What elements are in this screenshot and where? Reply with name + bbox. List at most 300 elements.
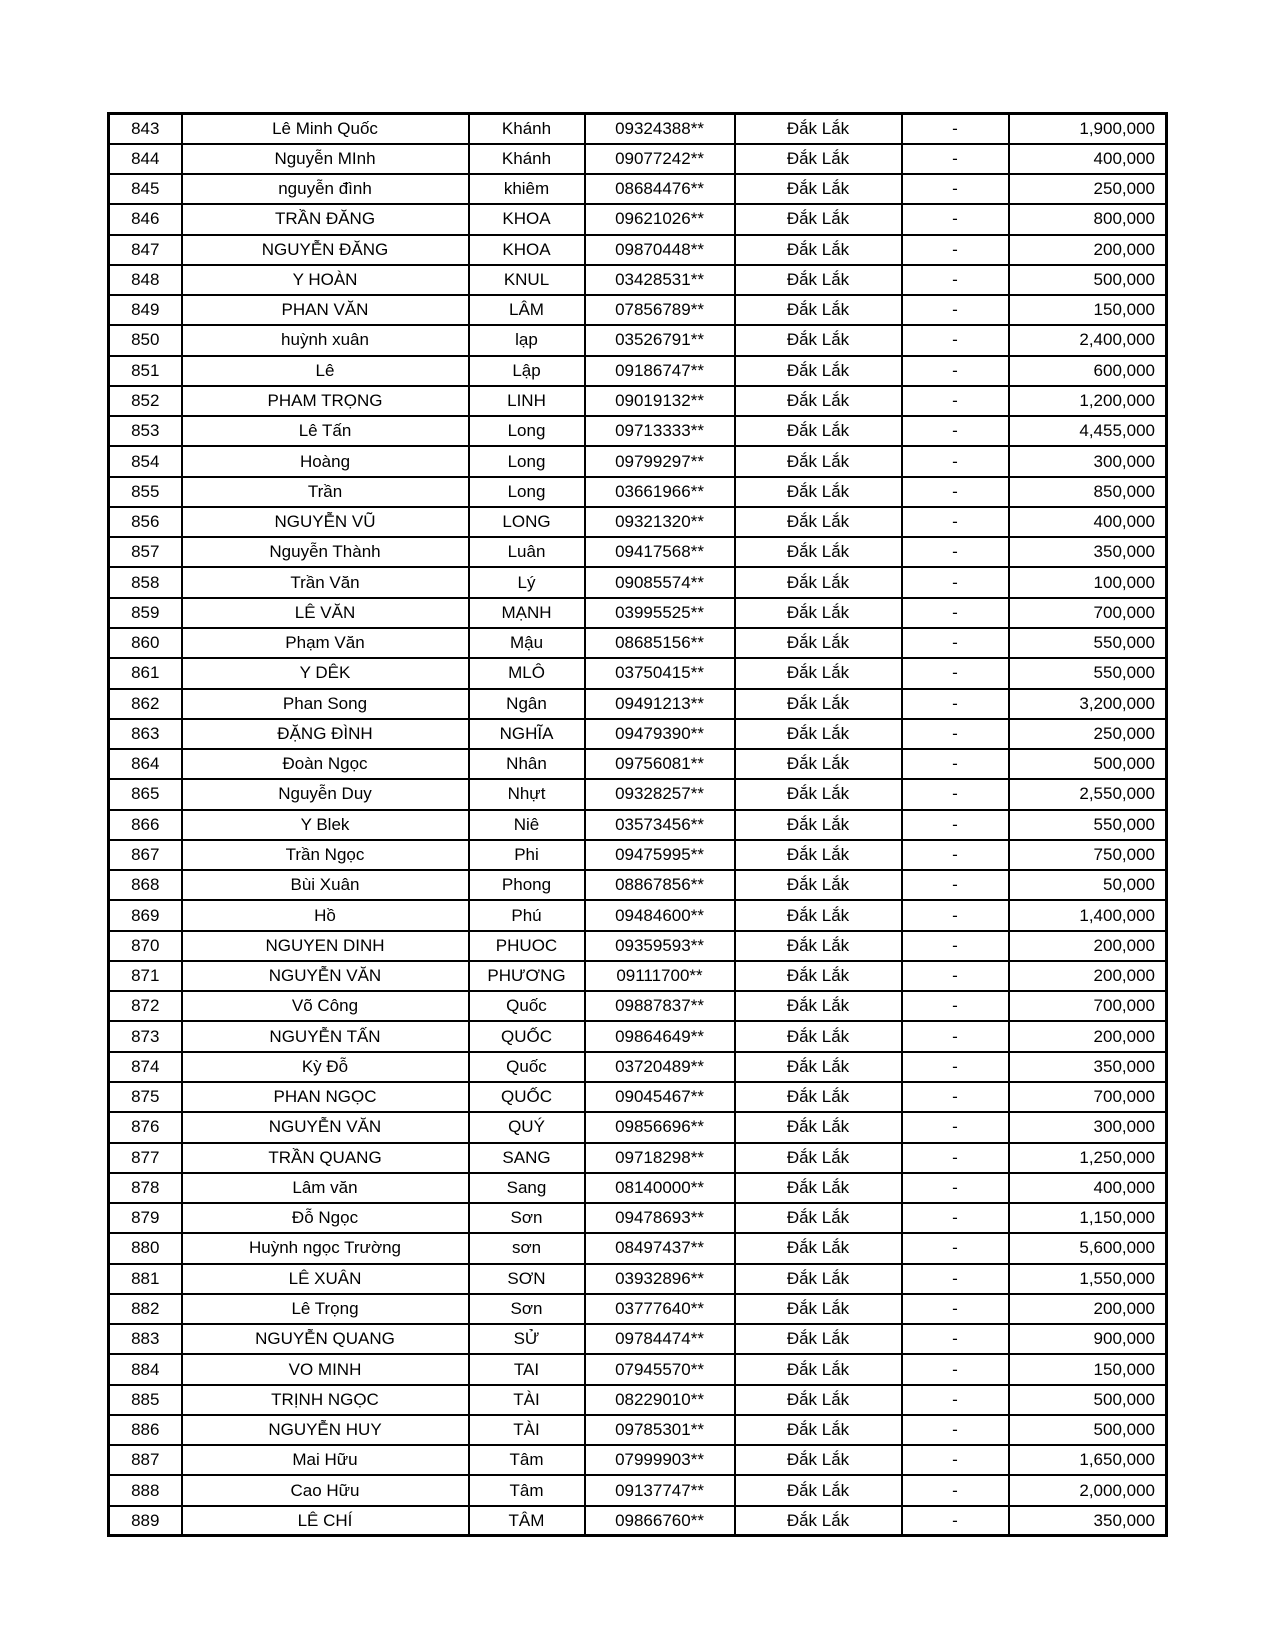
cell-first-name: Lê — [182, 356, 469, 386]
cell-amount: 600,000 — [1009, 356, 1167, 386]
cell-last-name: Long — [469, 446, 585, 476]
cell-dash: - — [902, 235, 1009, 265]
cell-id: 873 — [109, 1021, 182, 1051]
cell-id: 844 — [109, 144, 182, 174]
cell-amount: 750,000 — [1009, 840, 1167, 870]
cell-dash: - — [902, 1475, 1009, 1505]
cell-last-name: Mậu — [469, 628, 585, 658]
cell-amount: 550,000 — [1009, 810, 1167, 840]
table-row — [109, 446, 1167, 476]
cell-last-name: Lập — [469, 356, 585, 386]
table-row — [109, 204, 1167, 234]
cell-first-name: LÊ VĂN — [182, 598, 469, 628]
cell-first-name: Đoàn Ngọc — [182, 749, 469, 779]
cell-first-name: huỳnh xuân — [182, 325, 469, 355]
cell-phone: 07999903** — [585, 1445, 735, 1475]
cell-last-name: MLÔ — [469, 658, 585, 688]
cell-dash: - — [902, 204, 1009, 234]
cell-dash: - — [902, 144, 1009, 174]
table-row — [109, 235, 1167, 265]
donor-table-body — [109, 114, 1167, 1536]
table-row — [109, 1264, 1167, 1294]
cell-dash: - — [902, 598, 1009, 628]
cell-last-name: TÀI — [469, 1385, 585, 1415]
cell-province: Đắk Lắk — [735, 1475, 902, 1505]
cell-phone: 09019132** — [585, 386, 735, 416]
cell-province: Đắk Lắk — [735, 416, 902, 446]
cell-dash: - — [902, 537, 1009, 567]
cell-amount: 100,000 — [1009, 567, 1167, 597]
cell-province: Đắk Lắk — [735, 1052, 902, 1082]
cell-dash: - — [902, 900, 1009, 930]
cell-province: Đắk Lắk — [735, 628, 902, 658]
cell-first-name: PHAN VĂN — [182, 295, 469, 325]
cell-province: Đắk Lắk — [735, 1143, 902, 1173]
cell-first-name: Lâm văn — [182, 1173, 469, 1203]
cell-amount: 1,400,000 — [1009, 900, 1167, 930]
cell-last-name: NGHĨA — [469, 719, 585, 749]
cell-phone: 09475995** — [585, 840, 735, 870]
cell-amount: 300,000 — [1009, 1112, 1167, 1142]
cell-phone: 09870448** — [585, 235, 735, 265]
cell-dash: - — [902, 265, 1009, 295]
cell-id: 867 — [109, 840, 182, 870]
cell-last-name: LONG — [469, 507, 585, 537]
cell-first-name: TRẦN QUANG — [182, 1143, 469, 1173]
cell-last-name: TÀI — [469, 1415, 585, 1445]
cell-last-name: QUÝ — [469, 1112, 585, 1142]
cell-first-name: Y HOÀN — [182, 265, 469, 295]
cell-id: 850 — [109, 325, 182, 355]
cell-id: 845 — [109, 174, 182, 204]
cell-first-name: nguyễn đình — [182, 174, 469, 204]
cell-id: 855 — [109, 477, 182, 507]
cell-last-name: SỬ — [469, 1324, 585, 1354]
cell-first-name: NGUYỄN ĐĂNG — [182, 235, 469, 265]
cell-dash: - — [902, 961, 1009, 991]
cell-id: 858 — [109, 567, 182, 597]
cell-last-name: Tâm — [469, 1475, 585, 1505]
table-row — [109, 1173, 1167, 1203]
cell-dash: - — [902, 749, 1009, 779]
donor-list-table — [107, 112, 1168, 1537]
cell-amount: 200,000 — [1009, 235, 1167, 265]
cell-last-name: Sơn — [469, 1203, 585, 1233]
cell-first-name: NGUYỄN TẤN — [182, 1021, 469, 1051]
cell-amount: 500,000 — [1009, 1415, 1167, 1445]
cell-phone: 09077242** — [585, 144, 735, 174]
cell-id: 868 — [109, 870, 182, 900]
cell-dash: - — [902, 567, 1009, 597]
cell-id: 864 — [109, 749, 182, 779]
cell-first-name: PHAN NGỌC — [182, 1082, 469, 1112]
cell-dash: - — [902, 870, 1009, 900]
table-row — [109, 114, 1167, 144]
cell-phone: 03777640** — [585, 1294, 735, 1324]
cell-province: Đắk Lắk — [735, 1264, 902, 1294]
cell-last-name: LINH — [469, 386, 585, 416]
cell-phone: 09186747** — [585, 356, 735, 386]
cell-id: 862 — [109, 689, 182, 719]
cell-phone: 09887837** — [585, 991, 735, 1021]
table-row — [109, 507, 1167, 537]
cell-dash: - — [902, 779, 1009, 809]
cell-first-name: TRỊNH NGỌC — [182, 1385, 469, 1415]
cell-amount: 2,000,000 — [1009, 1475, 1167, 1505]
cell-province: Đắk Lắk — [735, 325, 902, 355]
cell-phone: 03661966** — [585, 477, 735, 507]
cell-id: 871 — [109, 961, 182, 991]
cell-dash: - — [902, 477, 1009, 507]
cell-id: 876 — [109, 1112, 182, 1142]
cell-last-name: Long — [469, 416, 585, 446]
cell-id: 874 — [109, 1052, 182, 1082]
cell-province: Đắk Lắk — [735, 719, 902, 749]
table-row — [109, 537, 1167, 567]
cell-phone: 08497437** — [585, 1233, 735, 1263]
cell-last-name: QUỐC — [469, 1021, 585, 1051]
cell-amount: 550,000 — [1009, 628, 1167, 658]
cell-first-name: NGUYỄN QUANG — [182, 1324, 469, 1354]
cell-province: Đắk Lắk — [735, 1173, 902, 1203]
cell-first-name: Lê Tấn — [182, 416, 469, 446]
cell-first-name: LÊ XUÂN — [182, 1264, 469, 1294]
cell-amount: 3,200,000 — [1009, 689, 1167, 719]
cell-phone: 09856696** — [585, 1112, 735, 1142]
cell-dash: - — [902, 295, 1009, 325]
cell-dash: - — [902, 840, 1009, 870]
cell-dash: - — [902, 1173, 1009, 1203]
cell-amount: 400,000 — [1009, 144, 1167, 174]
cell-first-name: Đỗ Ngọc — [182, 1203, 469, 1233]
cell-province: Đắk Lắk — [735, 658, 902, 688]
cell-last-name: Khánh — [469, 114, 585, 144]
table-row — [109, 1082, 1167, 1112]
cell-province: Đắk Lắk — [735, 537, 902, 567]
cell-amount: 5,600,000 — [1009, 1233, 1167, 1263]
cell-first-name: Phan Song — [182, 689, 469, 719]
cell-dash: - — [902, 325, 1009, 355]
cell-id: 879 — [109, 1203, 182, 1233]
cell-phone: 09713333** — [585, 416, 735, 446]
cell-amount: 700,000 — [1009, 598, 1167, 628]
cell-id: 857 — [109, 537, 182, 567]
table-row — [109, 1506, 1167, 1536]
table-row — [109, 779, 1167, 809]
cell-amount: 500,000 — [1009, 1385, 1167, 1415]
cell-first-name: TRẦN ĐĂNG — [182, 204, 469, 234]
cell-last-name: LÂM — [469, 295, 585, 325]
cell-last-name: Phi — [469, 840, 585, 870]
cell-id: 856 — [109, 507, 182, 537]
cell-last-name: PHƯƠNG — [469, 961, 585, 991]
cell-phone: 09491213** — [585, 689, 735, 719]
cell-dash: - — [902, 1021, 1009, 1051]
cell-amount: 1,200,000 — [1009, 386, 1167, 416]
cell-amount: 250,000 — [1009, 174, 1167, 204]
cell-last-name: Tâm — [469, 1445, 585, 1475]
cell-first-name: Kỳ Đỗ — [182, 1052, 469, 1082]
cell-first-name: Lê Trọng — [182, 1294, 469, 1324]
cell-phone: 09324388** — [585, 114, 735, 144]
cell-first-name: NGUYỄN VĂN — [182, 961, 469, 991]
cell-dash: - — [902, 174, 1009, 204]
cell-province: Đắk Lắk — [735, 174, 902, 204]
cell-amount: 4,455,000 — [1009, 416, 1167, 446]
cell-amount: 500,000 — [1009, 265, 1167, 295]
cell-id: 878 — [109, 1173, 182, 1203]
cell-province: Đắk Lắk — [735, 1112, 902, 1142]
table-row — [109, 628, 1167, 658]
cell-province: Đắk Lắk — [735, 931, 902, 961]
table-row — [109, 1475, 1167, 1505]
cell-phone: 09111700** — [585, 961, 735, 991]
cell-last-name: Niê — [469, 810, 585, 840]
cell-dash: - — [902, 1354, 1009, 1384]
cell-last-name: Sơn — [469, 1294, 585, 1324]
cell-dash: - — [902, 1112, 1009, 1142]
cell-phone: 09785301** — [585, 1415, 735, 1445]
cell-id: 869 — [109, 900, 182, 930]
cell-amount: 200,000 — [1009, 931, 1167, 961]
cell-phone: 03428531** — [585, 265, 735, 295]
cell-id: 870 — [109, 931, 182, 961]
cell-amount: 1,150,000 — [1009, 1203, 1167, 1233]
cell-last-name: Lý — [469, 567, 585, 597]
cell-last-name: Quốc — [469, 991, 585, 1021]
cell-id: 860 — [109, 628, 182, 658]
cell-phone: 09359593** — [585, 931, 735, 961]
cell-province: Đắk Lắk — [735, 1506, 902, 1536]
cell-dash: - — [902, 416, 1009, 446]
cell-last-name: SƠN — [469, 1264, 585, 1294]
cell-amount: 850,000 — [1009, 477, 1167, 507]
cell-amount: 350,000 — [1009, 537, 1167, 567]
cell-dash: - — [902, 386, 1009, 416]
cell-first-name: NGUYỄN VĂN — [182, 1112, 469, 1142]
cell-amount: 250,000 — [1009, 719, 1167, 749]
cell-province: Đắk Lắk — [735, 870, 902, 900]
cell-first-name: Mai Hữu — [182, 1445, 469, 1475]
cell-amount: 1,250,000 — [1009, 1143, 1167, 1173]
cell-phone: 03995525** — [585, 598, 735, 628]
cell-province: Đắk Lắk — [735, 477, 902, 507]
cell-dash: - — [902, 810, 1009, 840]
cell-province: Đắk Lắk — [735, 446, 902, 476]
cell-phone: 09417568** — [585, 537, 735, 567]
cell-id: 881 — [109, 1264, 182, 1294]
cell-id: 852 — [109, 386, 182, 416]
table-row — [109, 295, 1167, 325]
cell-id: 880 — [109, 1233, 182, 1263]
table-row — [109, 1233, 1167, 1263]
cell-last-name: QUỐC — [469, 1082, 585, 1112]
cell-id: 846 — [109, 204, 182, 234]
cell-dash: - — [902, 446, 1009, 476]
cell-phone: 09478693** — [585, 1203, 735, 1233]
cell-amount: 550,000 — [1009, 658, 1167, 688]
table-row — [109, 1385, 1167, 1415]
cell-province: Đắk Lắk — [735, 840, 902, 870]
cell-id: 884 — [109, 1354, 182, 1384]
cell-dash: - — [902, 991, 1009, 1021]
table-row — [109, 1143, 1167, 1173]
cell-first-name: Y DÊK — [182, 658, 469, 688]
cell-phone: 03750415** — [585, 658, 735, 688]
cell-dash: - — [902, 1052, 1009, 1082]
cell-dash: - — [902, 1294, 1009, 1324]
table-row — [109, 386, 1167, 416]
cell-phone: 09718298** — [585, 1143, 735, 1173]
cell-id: 849 — [109, 295, 182, 325]
cell-dash: - — [902, 689, 1009, 719]
cell-province: Đắk Lắk — [735, 1324, 902, 1354]
cell-dash: - — [902, 1324, 1009, 1354]
cell-province: Đắk Lắk — [735, 356, 902, 386]
cell-first-name: ĐẶNG ĐÌNH — [182, 719, 469, 749]
cell-phone: 09864649** — [585, 1021, 735, 1051]
cell-dash: - — [902, 1143, 1009, 1173]
cell-province: Đắk Lắk — [735, 991, 902, 1021]
cell-phone: 03720489** — [585, 1052, 735, 1082]
cell-last-name: lạp — [469, 325, 585, 355]
cell-dash: - — [902, 1445, 1009, 1475]
table-row — [109, 840, 1167, 870]
cell-phone: 08867856** — [585, 870, 735, 900]
cell-first-name: Trần Ngọc — [182, 840, 469, 870]
table-row — [109, 265, 1167, 295]
cell-dash: - — [902, 507, 1009, 537]
cell-id: 875 — [109, 1082, 182, 1112]
cell-dash: - — [902, 1264, 1009, 1294]
cell-first-name: Trần — [182, 477, 469, 507]
cell-dash: - — [902, 1082, 1009, 1112]
cell-last-name: KHOA — [469, 235, 585, 265]
cell-last-name: Phong — [469, 870, 585, 900]
cell-first-name: Bùi Xuân — [182, 870, 469, 900]
cell-dash: - — [902, 931, 1009, 961]
cell-id: 872 — [109, 991, 182, 1021]
table-row — [109, 870, 1167, 900]
cell-id: 863 — [109, 719, 182, 749]
cell-last-name: TAI — [469, 1354, 585, 1384]
cell-last-name: Nhựt — [469, 779, 585, 809]
cell-first-name: Phạm Văn — [182, 628, 469, 658]
table-row — [109, 931, 1167, 961]
cell-province: Đắk Lắk — [735, 1203, 902, 1233]
cell-id: 847 — [109, 235, 182, 265]
table-row — [109, 1324, 1167, 1354]
cell-phone: 09621026** — [585, 204, 735, 234]
cell-phone: 09328257** — [585, 779, 735, 809]
cell-amount: 150,000 — [1009, 1354, 1167, 1384]
table-row — [109, 1445, 1167, 1475]
cell-amount: 700,000 — [1009, 991, 1167, 1021]
cell-id: 853 — [109, 416, 182, 446]
cell-last-name: Phú — [469, 900, 585, 930]
cell-last-name: Sang — [469, 1173, 585, 1203]
cell-id: 882 — [109, 1294, 182, 1324]
cell-province: Đắk Lắk — [735, 1415, 902, 1445]
table-row — [109, 356, 1167, 386]
cell-dash: - — [902, 628, 1009, 658]
cell-first-name: Nguyễn Duy — [182, 779, 469, 809]
cell-amount: 350,000 — [1009, 1052, 1167, 1082]
cell-last-name: Quốc — [469, 1052, 585, 1082]
cell-province: Đắk Lắk — [735, 386, 902, 416]
cell-phone: 09756081** — [585, 749, 735, 779]
table-row — [109, 325, 1167, 355]
table-row — [109, 1112, 1167, 1142]
table-row — [109, 1021, 1167, 1051]
cell-amount: 700,000 — [1009, 1082, 1167, 1112]
cell-last-name: MẠNH — [469, 598, 585, 628]
cell-amount: 200,000 — [1009, 1021, 1167, 1051]
cell-amount: 400,000 — [1009, 507, 1167, 537]
cell-first-name: Nguyễn MInh — [182, 144, 469, 174]
cell-phone: 03573456** — [585, 810, 735, 840]
cell-id: 888 — [109, 1475, 182, 1505]
cell-province: Đắk Lắk — [735, 961, 902, 991]
cell-province: Đắk Lắk — [735, 265, 902, 295]
cell-dash: - — [902, 1203, 1009, 1233]
table-row — [109, 416, 1167, 446]
cell-province: Đắk Lắk — [735, 204, 902, 234]
cell-amount: 800,000 — [1009, 204, 1167, 234]
cell-province: Đắk Lắk — [735, 1445, 902, 1475]
table-row — [109, 900, 1167, 930]
cell-province: Đắk Lắk — [735, 1354, 902, 1384]
cell-first-name: Nguyễn Thành — [182, 537, 469, 567]
cell-phone: 09085574** — [585, 567, 735, 597]
cell-phone: 07856789** — [585, 295, 735, 325]
table-row — [109, 749, 1167, 779]
cell-phone: 08684476** — [585, 174, 735, 204]
table-row — [109, 598, 1167, 628]
table-row — [109, 689, 1167, 719]
cell-province: Đắk Lắk — [735, 235, 902, 265]
cell-dash: - — [902, 1506, 1009, 1536]
cell-id: 877 — [109, 1143, 182, 1173]
cell-amount: 1,900,000 — [1009, 114, 1167, 144]
cell-id: 883 — [109, 1324, 182, 1354]
cell-amount: 150,000 — [1009, 295, 1167, 325]
cell-id: 889 — [109, 1506, 182, 1536]
table-row — [109, 658, 1167, 688]
cell-id: 887 — [109, 1445, 182, 1475]
table-row — [109, 1294, 1167, 1324]
cell-phone: 09784474** — [585, 1324, 735, 1354]
cell-id: 885 — [109, 1385, 182, 1415]
cell-first-name: Hoàng — [182, 446, 469, 476]
table-row — [109, 1203, 1167, 1233]
cell-first-name: NGUYỄN VŨ — [182, 507, 469, 537]
cell-province: Đắk Lắk — [735, 1021, 902, 1051]
cell-id: 861 — [109, 658, 182, 688]
cell-last-name: Long — [469, 477, 585, 507]
cell-province: Đắk Lắk — [735, 749, 902, 779]
table-row — [109, 477, 1167, 507]
table-row — [109, 144, 1167, 174]
cell-id: 865 — [109, 779, 182, 809]
cell-dash: - — [902, 1233, 1009, 1263]
cell-province: Đắk Lắk — [735, 114, 902, 144]
cell-first-name: LÊ CHÍ — [182, 1506, 469, 1536]
cell-last-name: KNUL — [469, 265, 585, 295]
cell-phone: 09045467** — [585, 1082, 735, 1112]
cell-phone: 09799297** — [585, 446, 735, 476]
cell-province: Đắk Lắk — [735, 1385, 902, 1415]
